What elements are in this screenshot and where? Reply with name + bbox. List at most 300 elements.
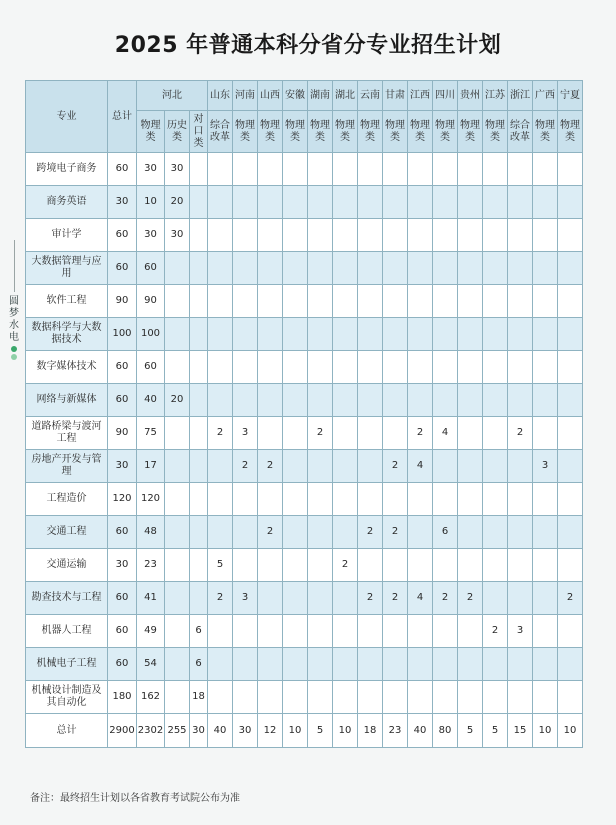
quota-cell xyxy=(233,219,258,252)
quota-cell xyxy=(308,615,333,648)
quota-cell xyxy=(433,153,458,186)
table-row xyxy=(26,351,583,384)
quota-cell: 18 xyxy=(358,714,383,748)
quota-cell xyxy=(233,615,258,648)
quota-cell xyxy=(533,681,558,714)
header-subject-type: 历史类 xyxy=(165,111,190,153)
quota-cell xyxy=(508,582,533,615)
quota-cell xyxy=(190,483,208,516)
quota-cell xyxy=(283,186,308,219)
quota-cell xyxy=(233,384,258,417)
quota-cell xyxy=(408,285,433,318)
table-row xyxy=(26,549,583,582)
quota-cell xyxy=(208,450,233,483)
major-name: 数据科学与大数据技术 xyxy=(26,318,108,351)
quota-cell: 3 xyxy=(508,615,533,648)
quota-cell: 30 xyxy=(233,714,258,748)
table-row xyxy=(26,384,583,417)
quota-cell: 3 xyxy=(233,582,258,615)
quota-cell xyxy=(308,285,333,318)
header-province: 湖南 xyxy=(308,81,333,111)
quota-cell xyxy=(190,351,208,384)
quota-cell xyxy=(558,417,583,450)
quota-cell xyxy=(165,681,190,714)
header-subject-type: 物理类 xyxy=(283,111,308,153)
quota-cell xyxy=(408,483,433,516)
quota-cell xyxy=(483,384,508,417)
quota-cell xyxy=(358,153,383,186)
header-subject-type: 物理类 xyxy=(458,111,483,153)
quota-cell xyxy=(208,285,233,318)
quota-cell xyxy=(258,153,283,186)
row-total: 100 xyxy=(108,318,137,351)
quota-cell xyxy=(333,450,358,483)
quota-cell xyxy=(308,318,333,351)
quota-cell xyxy=(383,384,408,417)
quota-cell xyxy=(408,549,433,582)
quota-cell xyxy=(458,285,483,318)
quota-cell: 2 xyxy=(208,582,233,615)
quota-cell: 40 xyxy=(137,384,165,417)
table-row xyxy=(26,483,583,516)
quota-cell xyxy=(308,219,333,252)
quota-cell xyxy=(258,384,283,417)
header-subject-type: 物理类 xyxy=(433,111,458,153)
quota-cell xyxy=(208,648,233,681)
table-row xyxy=(26,516,583,549)
quota-cell xyxy=(533,252,558,285)
quota-cell: 2 xyxy=(383,516,408,549)
row-total: 60 xyxy=(108,615,137,648)
quota-cell xyxy=(283,450,308,483)
quota-cell xyxy=(308,549,333,582)
quota-cell xyxy=(483,516,508,549)
quota-cell xyxy=(165,582,190,615)
major-name: 机器人工程 xyxy=(26,615,108,648)
quota-cell: 120 xyxy=(137,483,165,516)
quota-cell xyxy=(483,417,508,450)
quota-cell: 2 xyxy=(383,582,408,615)
quota-cell xyxy=(433,483,458,516)
quota-cell: 2 xyxy=(408,417,433,450)
quota-cell: 30 xyxy=(137,153,165,186)
quota-cell: 6 xyxy=(190,615,208,648)
quota-cell xyxy=(458,351,483,384)
quota-cell: 20 xyxy=(165,186,190,219)
quota-cell xyxy=(383,153,408,186)
quota-cell xyxy=(508,351,533,384)
quota-cell xyxy=(258,285,283,318)
quota-cell xyxy=(533,384,558,417)
quota-cell: 30 xyxy=(165,219,190,252)
quota-cell xyxy=(208,153,233,186)
quota-cell xyxy=(190,186,208,219)
quota-cell xyxy=(308,450,333,483)
major-name: 交通运输 xyxy=(26,549,108,582)
quota-cell xyxy=(533,648,558,681)
quota-cell xyxy=(258,681,283,714)
quota-cell xyxy=(508,153,533,186)
quota-cell: 2302 xyxy=(137,714,165,748)
row-total: 60 xyxy=(108,582,137,615)
quota-cell xyxy=(358,318,383,351)
quota-cell xyxy=(308,681,333,714)
major-name: 工程造价 xyxy=(26,483,108,516)
quota-cell xyxy=(190,318,208,351)
quota-cell xyxy=(483,582,508,615)
quota-cell xyxy=(208,483,233,516)
major-name: 机械设计制造及其自动化 xyxy=(26,681,108,714)
quota-cell xyxy=(233,483,258,516)
header-subject-type: 物理类 xyxy=(358,111,383,153)
quota-cell xyxy=(258,219,283,252)
quota-cell xyxy=(458,318,483,351)
major-name: 道路桥梁与渡河工程 xyxy=(26,417,108,450)
quota-cell xyxy=(458,219,483,252)
quota-cell xyxy=(483,450,508,483)
quota-cell xyxy=(283,483,308,516)
quota-cell xyxy=(258,648,283,681)
row-total: 60 xyxy=(108,384,137,417)
header-province: 浙江 xyxy=(508,81,533,111)
quota-cell xyxy=(358,483,383,516)
quota-cell: 60 xyxy=(137,252,165,285)
quota-cell xyxy=(258,351,283,384)
quota-cell xyxy=(533,153,558,186)
quota-cell xyxy=(190,252,208,285)
quota-cell xyxy=(458,681,483,714)
quota-cell xyxy=(358,186,383,219)
quota-cell xyxy=(533,483,558,516)
row-total: 60 xyxy=(108,153,137,186)
quota-cell xyxy=(190,582,208,615)
page-title: 2025 年普通本科分省分专业招生计划 xyxy=(114,33,502,58)
quota-cell xyxy=(458,549,483,582)
quota-cell: 90 xyxy=(137,285,165,318)
quota-cell xyxy=(190,219,208,252)
quota-cell xyxy=(533,318,558,351)
quota-cell xyxy=(458,252,483,285)
quota-cell xyxy=(308,516,333,549)
header-subject-type: 物理类 xyxy=(408,111,433,153)
quota-cell xyxy=(558,186,583,219)
side-char: 梦 xyxy=(9,308,19,319)
quota-cell xyxy=(233,516,258,549)
quota-cell xyxy=(383,681,408,714)
quota-cell xyxy=(283,681,308,714)
quota-cell: 23 xyxy=(137,549,165,582)
quota-cell: 75 xyxy=(137,417,165,450)
quota-cell xyxy=(308,384,333,417)
quota-cell xyxy=(483,549,508,582)
quota-cell xyxy=(433,648,458,681)
table-row xyxy=(26,153,583,186)
quota-cell xyxy=(533,582,558,615)
quota-cell xyxy=(165,483,190,516)
quota-cell xyxy=(508,681,533,714)
quota-cell xyxy=(533,417,558,450)
quota-cell xyxy=(308,186,333,219)
quota-cell: 4 xyxy=(408,450,433,483)
quota-cell xyxy=(358,384,383,417)
row-total: 60 xyxy=(108,648,137,681)
quota-cell xyxy=(558,681,583,714)
quota-cell xyxy=(558,153,583,186)
quota-cell xyxy=(258,615,283,648)
quota-cell xyxy=(165,516,190,549)
quota-cell xyxy=(558,615,583,648)
row-total: 2900 xyxy=(108,714,137,748)
quota-cell: 2 xyxy=(458,582,483,615)
quota-cell xyxy=(165,549,190,582)
table-row xyxy=(26,450,583,483)
quota-cell: 41 xyxy=(137,582,165,615)
row-total: 60 xyxy=(108,351,137,384)
quota-cell xyxy=(283,318,308,351)
footnote: 备注：最终招生计划以各省教育考试院公布为准 xyxy=(30,793,240,804)
quota-cell xyxy=(333,318,358,351)
quota-cell xyxy=(483,351,508,384)
quota-cell xyxy=(233,252,258,285)
quota-cell xyxy=(233,351,258,384)
quota-cell xyxy=(333,252,358,285)
header-province: 河南 xyxy=(233,81,258,111)
table-row xyxy=(26,186,583,219)
major-name: 大数据管理与应用 xyxy=(26,252,108,285)
quota-cell xyxy=(458,450,483,483)
quota-cell xyxy=(383,285,408,318)
quota-cell xyxy=(165,450,190,483)
quota-cell: 48 xyxy=(137,516,165,549)
quota-cell xyxy=(233,681,258,714)
quota-cell xyxy=(358,450,383,483)
header-province: 江西 xyxy=(408,81,433,111)
header-major: 专业 xyxy=(26,81,108,153)
header-province: 贵州 xyxy=(458,81,483,111)
quota-cell xyxy=(558,318,583,351)
major-name: 机械电子工程 xyxy=(26,648,108,681)
quota-cell xyxy=(208,615,233,648)
quota-cell xyxy=(508,186,533,219)
header-province: 甘肃 xyxy=(383,81,408,111)
quota-cell xyxy=(208,252,233,285)
quota-cell: 10 xyxy=(283,714,308,748)
header-province: 江苏 xyxy=(483,81,508,111)
quota-cell: 3 xyxy=(233,417,258,450)
quota-cell xyxy=(208,219,233,252)
quota-cell: 2 xyxy=(208,417,233,450)
quota-cell xyxy=(408,648,433,681)
quota-cell xyxy=(258,186,283,219)
quota-cell xyxy=(283,351,308,384)
quota-cell xyxy=(508,516,533,549)
quota-cell xyxy=(208,681,233,714)
quota-cell xyxy=(208,318,233,351)
quota-cell: 10 xyxy=(533,714,558,748)
quota-cell xyxy=(533,351,558,384)
quota-cell xyxy=(283,219,308,252)
quota-cell xyxy=(358,417,383,450)
quota-cell xyxy=(283,285,308,318)
row-total: 30 xyxy=(108,186,137,219)
header-subject-type: 物理类 xyxy=(558,111,583,153)
major-name: 勘查技术与工程 xyxy=(26,582,108,615)
quota-cell: 30 xyxy=(137,219,165,252)
quota-cell xyxy=(258,549,283,582)
quota-cell xyxy=(483,252,508,285)
quota-cell xyxy=(233,318,258,351)
side-char: 水 xyxy=(9,320,19,331)
header-subject-type: 物理类 xyxy=(383,111,408,153)
quota-cell: 2 xyxy=(358,582,383,615)
table-row xyxy=(26,714,583,748)
quota-cell xyxy=(508,384,533,417)
quota-cell: 2 xyxy=(258,516,283,549)
quota-cell xyxy=(508,549,533,582)
quota-cell xyxy=(408,516,433,549)
quota-cell xyxy=(433,318,458,351)
header-province: 安徽 xyxy=(283,81,308,111)
quota-cell xyxy=(458,186,483,219)
quota-cell xyxy=(190,516,208,549)
quota-cell xyxy=(333,615,358,648)
quota-cell xyxy=(408,219,433,252)
quota-cell xyxy=(333,351,358,384)
quota-cell xyxy=(383,549,408,582)
quota-cell xyxy=(433,450,458,483)
quota-cell xyxy=(333,483,358,516)
quota-cell xyxy=(483,648,508,681)
quota-cell xyxy=(165,615,190,648)
quota-cell: 100 xyxy=(137,318,165,351)
quota-cell xyxy=(190,285,208,318)
quota-cell xyxy=(458,384,483,417)
quota-cell xyxy=(483,153,508,186)
quota-cell xyxy=(283,549,308,582)
quota-cell xyxy=(458,516,483,549)
row-total: 120 xyxy=(108,483,137,516)
table-row xyxy=(26,318,583,351)
quota-cell xyxy=(458,615,483,648)
quota-cell: 17 xyxy=(137,450,165,483)
quota-cell: 162 xyxy=(137,681,165,714)
row-total: 180 xyxy=(108,681,137,714)
quota-cell xyxy=(165,648,190,681)
quota-cell xyxy=(483,483,508,516)
quota-cell xyxy=(433,549,458,582)
quota-cell xyxy=(283,648,308,681)
header-province: 宁夏 xyxy=(558,81,583,111)
quota-cell xyxy=(458,417,483,450)
quota-cell xyxy=(558,516,583,549)
quota-cell xyxy=(383,252,408,285)
quota-cell xyxy=(558,450,583,483)
dot-icon xyxy=(11,346,17,352)
quota-cell xyxy=(383,219,408,252)
major-name: 交通工程 xyxy=(26,516,108,549)
quota-cell xyxy=(433,219,458,252)
quota-cell xyxy=(333,384,358,417)
quota-cell xyxy=(208,384,233,417)
quota-cell xyxy=(308,582,333,615)
major-name: 房地产开发与管理 xyxy=(26,450,108,483)
quota-cell xyxy=(308,252,333,285)
row-total: 60 xyxy=(108,516,137,549)
quota-cell xyxy=(258,417,283,450)
quota-cell xyxy=(233,186,258,219)
quota-cell xyxy=(483,219,508,252)
quota-cell: 2 xyxy=(558,582,583,615)
major-name: 网络与新媒体 xyxy=(26,384,108,417)
quota-cell xyxy=(508,483,533,516)
quota-cell xyxy=(258,318,283,351)
quota-cell xyxy=(165,285,190,318)
quota-cell xyxy=(383,615,408,648)
quota-cell xyxy=(283,582,308,615)
quota-cell: 20 xyxy=(165,384,190,417)
quota-cell xyxy=(190,417,208,450)
quota-cell xyxy=(258,582,283,615)
quota-cell xyxy=(283,516,308,549)
quota-cell xyxy=(190,153,208,186)
quota-cell xyxy=(558,252,583,285)
quota-cell xyxy=(190,384,208,417)
quota-cell: 49 xyxy=(137,615,165,648)
table-row xyxy=(26,615,583,648)
quota-cell xyxy=(483,318,508,351)
quota-cell xyxy=(558,549,583,582)
quota-cell xyxy=(333,285,358,318)
table-row xyxy=(26,285,583,318)
quota-cell xyxy=(283,615,308,648)
header-province: 山东 xyxy=(208,81,233,111)
quota-cell xyxy=(283,384,308,417)
table-row xyxy=(26,648,583,681)
header-subject-type: 物理类 xyxy=(333,111,358,153)
dot-icon xyxy=(11,354,17,360)
quota-cell xyxy=(358,681,383,714)
header-province: 山西 xyxy=(258,81,283,111)
quota-cell xyxy=(458,483,483,516)
quota-cell: 18 xyxy=(190,681,208,714)
row-total: 30 xyxy=(108,549,137,582)
quota-cell: 10 xyxy=(137,186,165,219)
quota-cell xyxy=(483,681,508,714)
quota-cell xyxy=(383,648,408,681)
quota-cell: 12 xyxy=(258,714,283,748)
quota-cell: 30 xyxy=(165,153,190,186)
row-total: 60 xyxy=(108,219,137,252)
quota-cell xyxy=(408,186,433,219)
quota-cell xyxy=(433,351,458,384)
header-total: 总计 xyxy=(108,81,137,153)
quota-cell: 5 xyxy=(308,714,333,748)
quota-cell xyxy=(483,186,508,219)
quota-cell xyxy=(308,153,333,186)
quota-cell xyxy=(533,549,558,582)
quota-cell: 6 xyxy=(433,516,458,549)
header-province: 四川 xyxy=(433,81,458,111)
row-total: 30 xyxy=(108,450,137,483)
quota-cell xyxy=(308,351,333,384)
header-subject-type: 物理类 xyxy=(137,111,165,153)
side-char: 圆 xyxy=(9,296,19,307)
quota-cell: 10 xyxy=(333,714,358,748)
quota-cell xyxy=(533,615,558,648)
quota-cell xyxy=(433,285,458,318)
quota-cell: 30 xyxy=(190,714,208,748)
quota-cell xyxy=(165,318,190,351)
